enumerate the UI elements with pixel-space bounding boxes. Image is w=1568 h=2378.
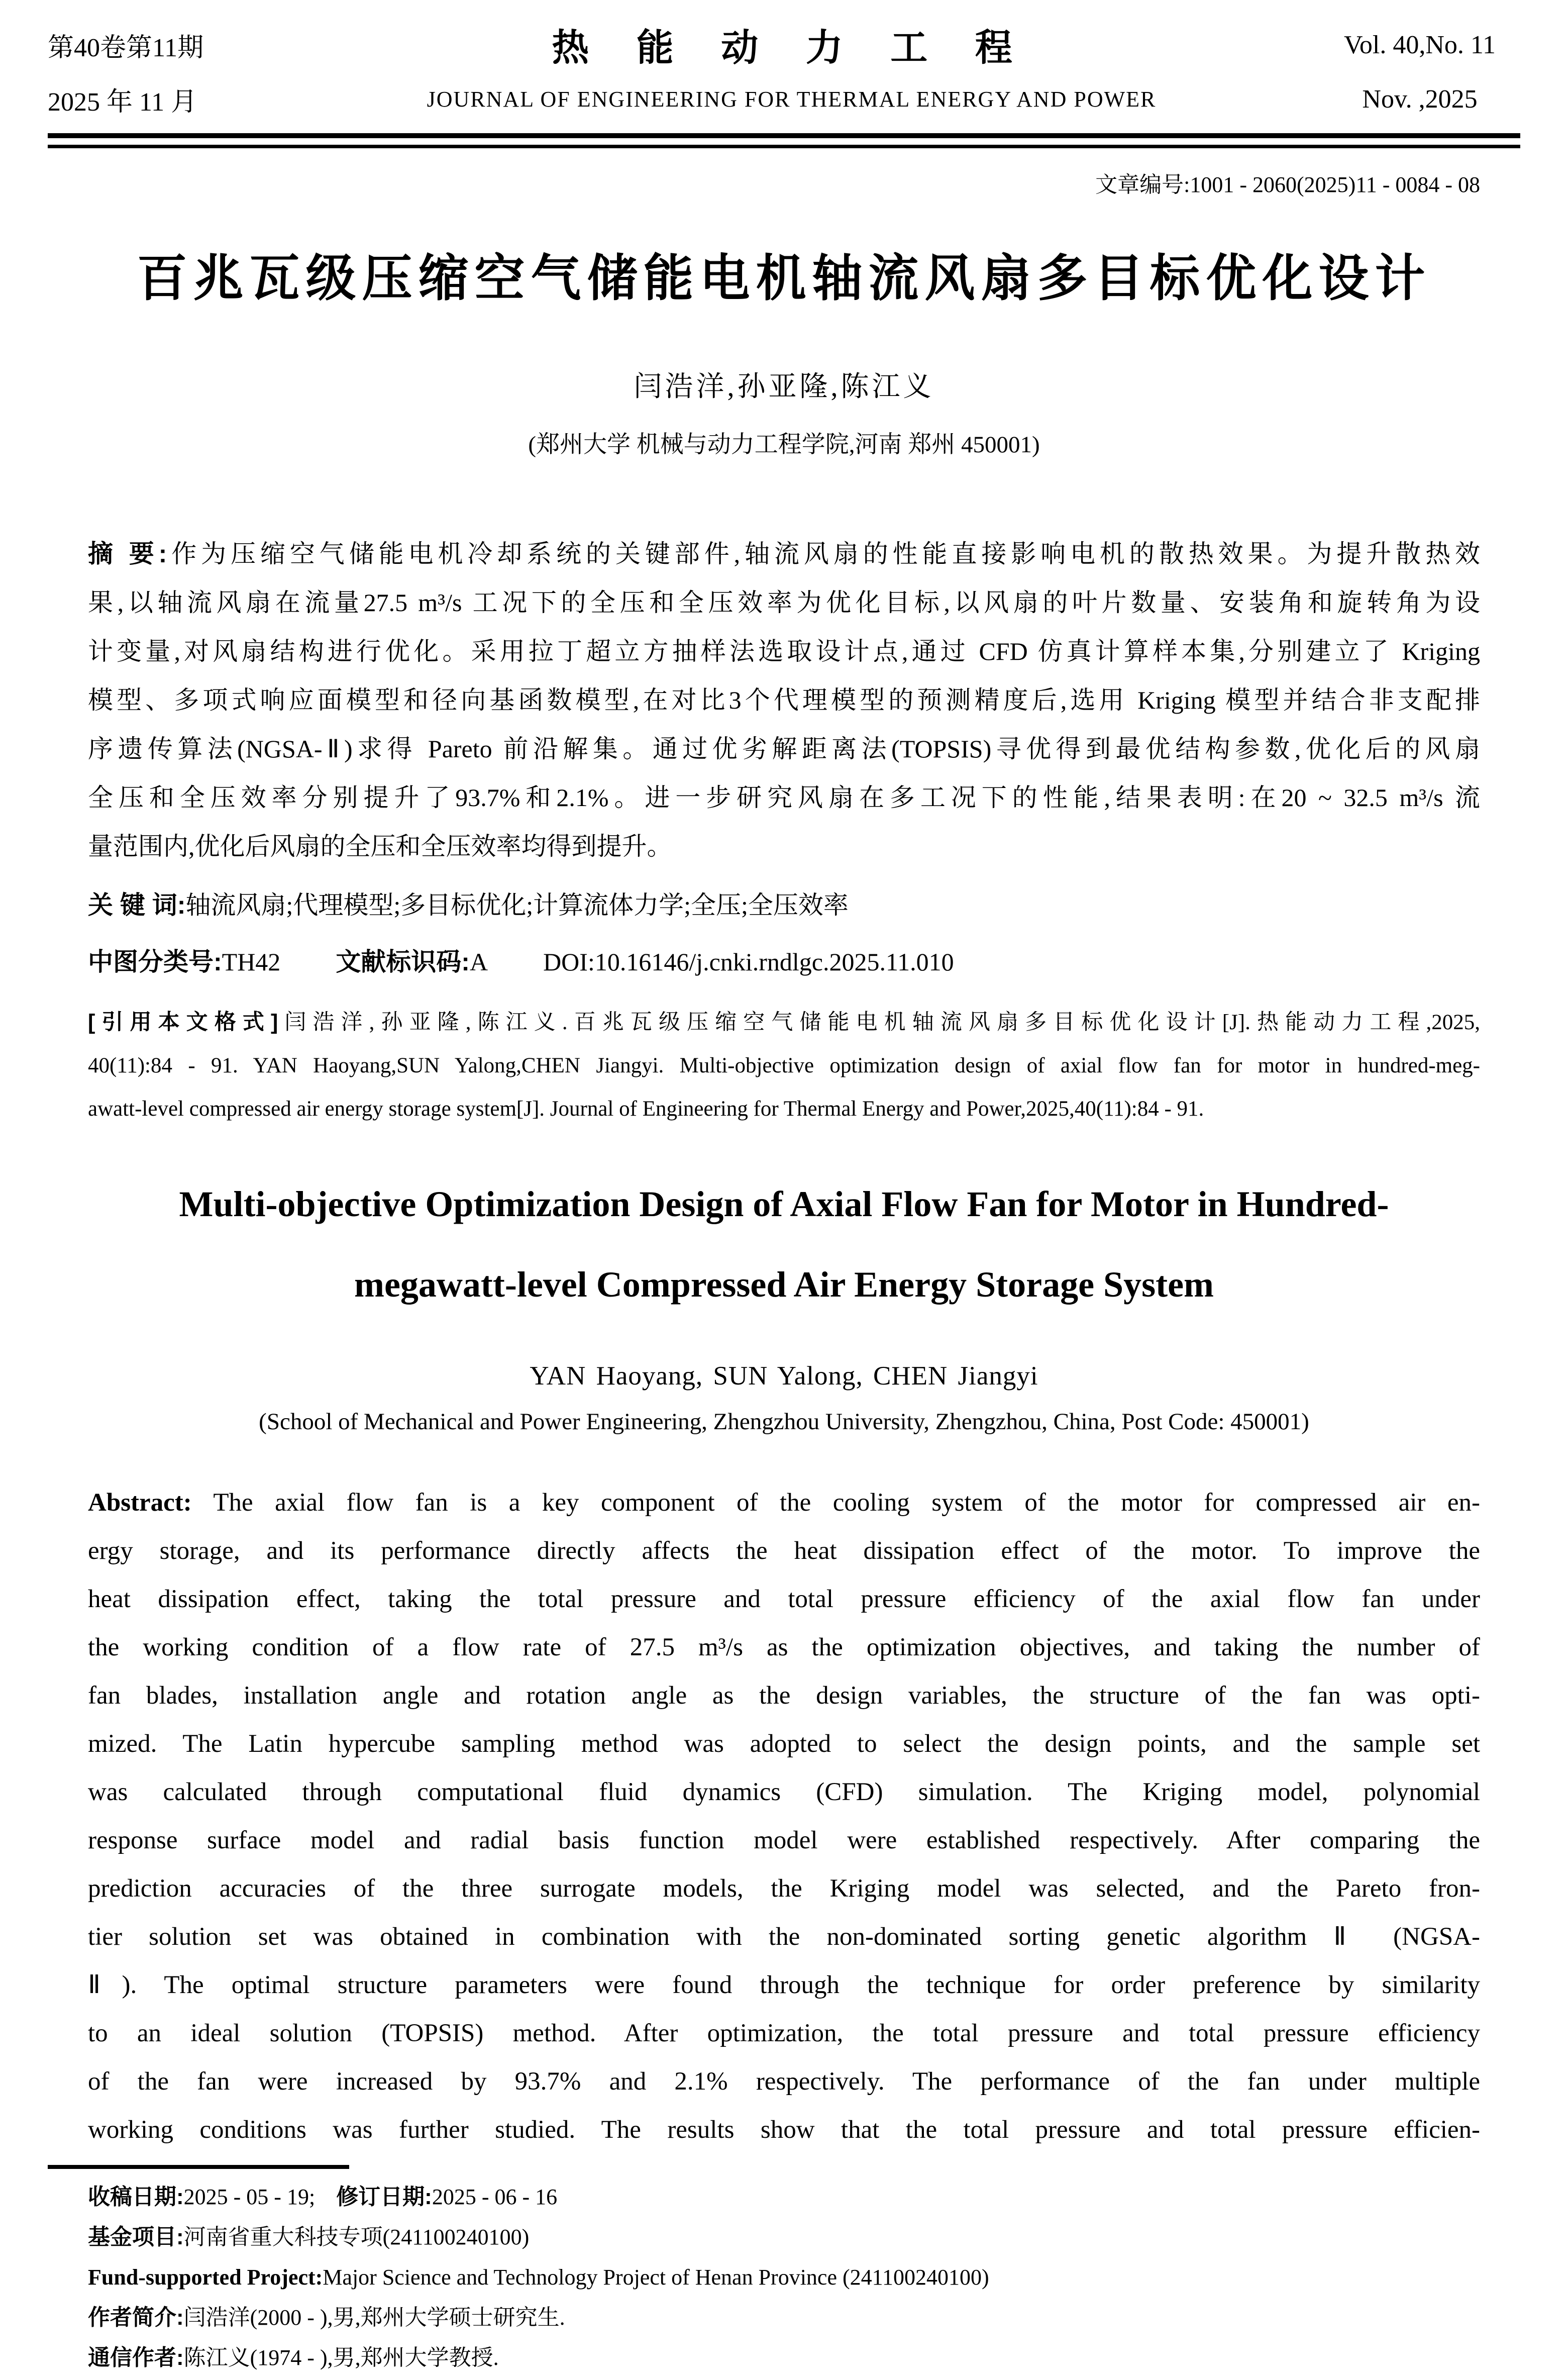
author-bio-value: 闫浩洋(2000 - ),男,郑州大学硕士研究生. [183, 2305, 565, 2330]
abstract-cn-line: 全压和全压效率分别提升了93.7%和2.1%。进一步研究风扇在多工况下的性能,结果表明:在20 ~ 32.5 m³/s 流 [88, 783, 1480, 812]
author-bio-label: 作者简介: [88, 2305, 184, 2330]
authors-cn: 闫浩洋,孙亚隆,陈江义 [634, 371, 934, 403]
revised-date-value: 2025 - 06 - 16 [432, 2185, 558, 2209]
abstract-en-line: to an ideal solution (TOPSIS) method. After optimization, the total pressure and total pressure efficiency [88, 2019, 1480, 2047]
abstract-en-line: mized. The Latin hypercube sampling method was adopted to select the design points, and the sample set [88, 1730, 1480, 1758]
journal-name-cn: 热 能 动 力 工 程 [552, 28, 1031, 69]
authors-en: YAN Haoyang, SUN Yalong, CHEN Jiangyi [530, 1361, 1038, 1391]
abstract-cn-line: 计变量,对风扇结构进行优化。采用拉丁超立方抽样法选取设计点,通过 CFD 仿真计算样本集,分别建立了 Kriging [88, 637, 1480, 665]
abstract-cn-line: 果,以轴流风扇在流量27.5 m³/s 工况下的全压和全压效率为优化目标,以风扇的叶片数量、安装角和旋转角为设 [88, 588, 1480, 617]
header-row-1 [48, 18, 1520, 71]
issue-date-cn: 2025 年 11 月 [48, 88, 197, 117]
keywords-line [88, 881, 1480, 930]
affiliation-cn: (郑州大学 机械与动力工程学院,河南 郑州 450001) [528, 432, 1040, 458]
abstract-cn-line: 量范围内,优化后风扇的全压和全压效率均得到提升。 [88, 832, 672, 860]
abstract-en-line: the working condition of a flow rate of 27.5 m³/s as the optimization objectives, and taking the number of [88, 1633, 1480, 1661]
citation-line [88, 1001, 1480, 1044]
doc-code-label: 文献标识码: [336, 948, 470, 976]
abstract-cn [88, 530, 1480, 871]
page-header [48, 18, 1520, 148]
citation-block [88, 1001, 1480, 1131]
fund-en-value: Major Science and Technology Project of Henan Province (241100240100) [323, 2265, 989, 2290]
header-row-2 [48, 80, 1520, 118]
footnote-corresponding-author [88, 2338, 1480, 2378]
classification-line [88, 938, 1480, 986]
citation-text: 闫浩洋,孙亚隆,陈江义.百兆瓦级压缩空气储能电机轴流风扇多目标优化设计[J].热能动力工程,2025, [278, 1011, 1480, 1034]
volume-issue-cn: 第40卷第11期 [48, 33, 204, 62]
abstract-cn-text: 作为压缩空气储能电机冷却系统的关键部件,轴流风扇的性能直接影响电机的散热效果。为提升散热效 [167, 540, 1480, 568]
abstract-en-text: The axial flow fan is a key component of the cooling system of the motor for compressed air en- [213, 1489, 1480, 1517]
citation-line: 40(11):84 - 91. YAN Haoyang,SUN Yalong,CHEN Jiangyi. Multi-objective optimization design of axial flow fan for motor in hundred-meg- [88, 1054, 1480, 1077]
footnotes-block [88, 2177, 1480, 2378]
corresponding-author-value: 陈江义(1974 - ),男,郑州大学教授. [183, 2345, 499, 2370]
corresponding-author-label: 通信作者: [88, 2345, 184, 2370]
doc-code-value: A [469, 948, 488, 976]
keywords-text: 轴流风扇;代理模型;多目标优化;计算流体力学;全压;全压效率 [185, 891, 849, 919]
footnote-fund-en [88, 2257, 1480, 2298]
keywords-label: 关 键 词: [88, 891, 186, 919]
abstract-en-label: Abstract: [88, 1489, 192, 1517]
abstract-en-line: was calculated through computational fluid dynamics (CFD) simulation. The Kriging model, polynomial [88, 1778, 1480, 1806]
footnote-divider-rule [48, 2165, 349, 2169]
abstract-en-line: response surface model and radial basis function model were established respectively. After comparing the [88, 1826, 1480, 1854]
header-divider-rule [48, 133, 1520, 148]
received-date-value: 2025 - 05 - 19; [183, 2185, 316, 2209]
abstract-cn-line: 序遗传算法(NGSA-Ⅱ)求得 Pareto 前沿解集。通过优劣解距离法(TOPSIS)寻优得到最优结构参数,优化后的风扇 [88, 735, 1480, 763]
journal-name-en: JOURNAL OF ENGINEERING FOR THERMAL ENERGY AND POWER [427, 87, 1157, 112]
article-title-cn: 百兆瓦级压缩空气储能电机轴流风扇多目标优化设计 [137, 250, 1431, 307]
doi-text: DOI:10.16146/j.cnki.rndlgc.2025.11.010 [543, 948, 954, 976]
abstract-en-line: tier solution set was obtained in combination with the non-dominated sorting genetic algorithm Ⅱ (NGSA- [88, 1923, 1480, 1951]
abstract-en-line: prediction accuracies of the three surrogate models, the Kriging model was selected, and the Pareto fron- [88, 1874, 1480, 1903]
abstract-en-line: working conditions was further studied. The results show that the total pressure and total pressure efficien- [88, 2116, 1480, 2144]
fund-cn-label: 基金项目: [88, 2225, 184, 2249]
title-en-line: Multi-objective Optimization Design of Axial Flow Fan for Motor in Hundred- [179, 1184, 1389, 1224]
abstract-en-line [88, 1478, 1480, 1527]
abstract-en-line: Ⅱ). The optimal structure parameters were found through the technique for order preference by similarity [88, 1971, 1480, 1999]
clc-label: 中图分类号: [88, 948, 222, 976]
citation-line: awatt-level compressed air energy storage system[J]. Journal of Engineering for Thermal Energy and Power,2025,40(11):84 - 91. [88, 1097, 1204, 1121]
received-date-label: 收稿日期: [88, 2185, 184, 2209]
fund-cn-value: 河南省重大科技专项(241100240100) [183, 2225, 530, 2249]
footnote-author-bio [88, 2298, 1480, 2338]
footnote-received-dates [88, 2177, 1480, 2217]
abstract-en-line: fan blades, installation angle and rotation angle as the design variables, the structure of the fan was opti- [88, 1681, 1480, 1710]
volume-issue-en: Vol. 40,No. 11 [1344, 30, 1496, 59]
revised-date-label: 修订日期: [336, 2185, 432, 2209]
clc-value: TH42 [222, 948, 281, 976]
article-title-en [88, 1164, 1480, 1325]
title-en-line: megawatt-level Compressed Air Energy Storage System [354, 1264, 1214, 1305]
fund-en-label: Fund-supported Project: [88, 2265, 323, 2290]
abstract-cn-line [88, 530, 1480, 578]
abstract-cn-line: 模型、多项式响应面模型和径向基函数模型,在对比3个代理模型的预测精度后,选用 Kriging 模型并结合非支配排 [88, 686, 1480, 714]
article-number: 文章编号:1001 - 2060(2025)11 - 0084 - 08 [1095, 172, 1480, 197]
footnote-fund-cn [88, 2217, 1480, 2257]
abstract-cn-label: 摘 要: [88, 540, 167, 568]
abstract-en-line: heat dissipation effect, taking the total pressure and total pressure efficiency of the axial flow fan under [88, 1585, 1480, 1613]
citation-label: [引用本文格式] [88, 1010, 278, 1034]
abstract-en-line: ergy storage, and its performance directly affects the heat dissipation effect of the motor. To improve the [88, 1537, 1480, 1565]
abstract-en-line: of the fan were increased by 93.7% and 2.1% respectively. The performance of the fan under multiple [88, 2067, 1480, 2096]
abstract-en [88, 1478, 1480, 2154]
issue-date-en: Nov. ,2025 [1362, 85, 1478, 114]
affiliation-en: (School of Mechanical and Power Engineering, Zhengzhou University, Zhengzhou, China, Post Code: 450001) [259, 1409, 1309, 1435]
